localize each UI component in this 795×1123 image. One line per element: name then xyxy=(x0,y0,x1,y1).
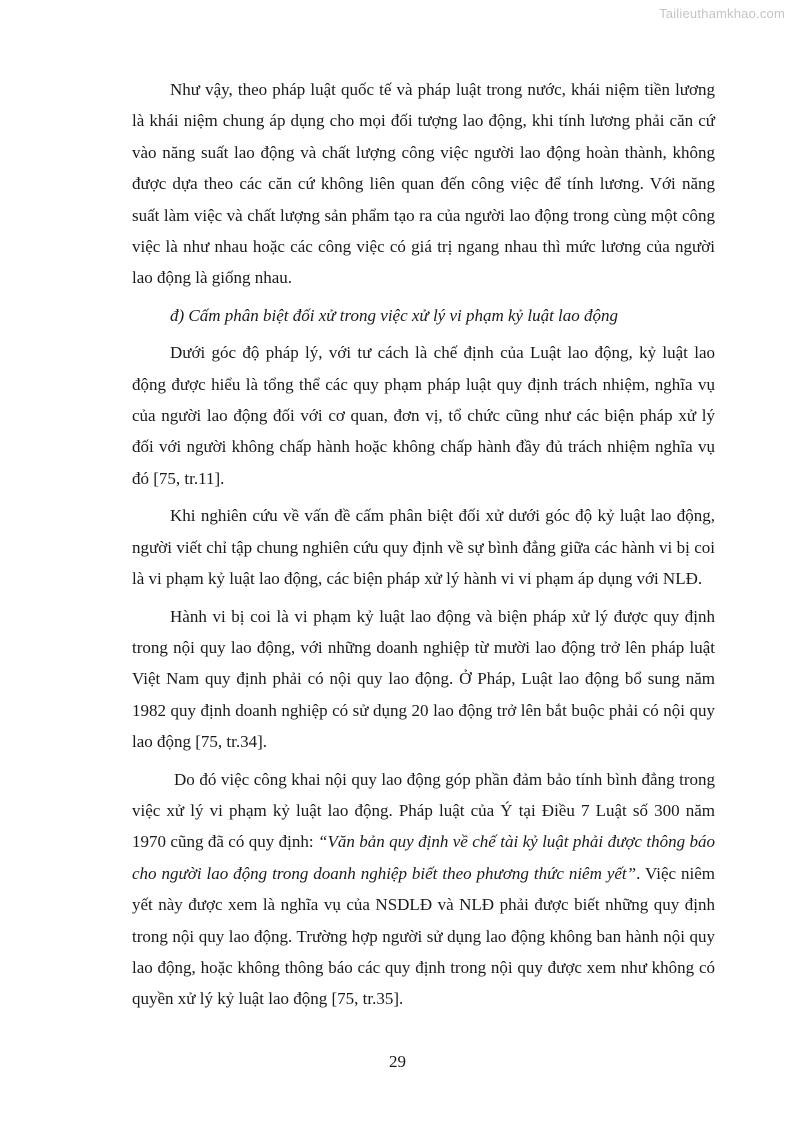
watermark-text: Tailieuthamkhao.com xyxy=(659,6,785,21)
paragraph-discipline-definition: Dưới góc độ pháp lý, với tư cách là chế định của Luật lao động, kỷ luật lao động được hiểu là tổng thể các quy phạm pháp luật quy định trách nhiệm, nghĩa vụ của người lao động đối với cơ quan, đơn vị, tổ chức cũng như các biện pháp xử lý đối với người không chấp hành hoặc không chấp hành đầy đủ trách nhiệm nghĩa vụ đó [75, tr.11]. xyxy=(132,343,715,488)
paragraph-publication-of-rules xyxy=(132,764,715,1015)
paragraph-research-scope: Khi nghiên cứu về vấn đề cấm phân biệt đối xử dưới góc độ kỷ luật lao động, người viết chỉ tập chung nghiên cứu quy định về sự bình đẳng giữa các hành vi bị coi là vi phạm kỷ luật lao động, các biện pháp xử lý hành vi vi phạm áp dụng với NLĐ. xyxy=(132,506,715,589)
paragraph-salary-conclusion: Như vậy, theo pháp luật quốc tế và pháp luật trong nước, khái niệm tiền lương là khái niệm chung áp dụng cho mọi đối tượng lao động, khi tính lương phải căn cứ vào năng suất lao động và chất lượng công việc người lao động hoàn thành, không được dựa theo các căn cứ không liên quan đến công việc để tính lương. Với năng suất làm việc và chất lượng sản phẩm tạo ra của người lao động trong cùng một công việc là như nhau hoặc các công việc có giá trị ngang nhau thì mức lương của người lao động là giống nhau. xyxy=(132,80,715,288)
section-heading-discipline: đ) Cấm phân biệt đối xử trong việc xử lý vi phạm kỷ luật lao động xyxy=(170,305,619,325)
document-body xyxy=(132,74,715,1015)
italic-quote: “Văn bản quy định về chế tài kỷ luật phải được thông báo cho người lao động trong doanh nghiệp biết theo phương thức niêm yết” xyxy=(132,832,715,883)
paragraph-text-before-quote: Do đó việc công khai nội quy lao động góp phần đảm bảo tính bình đẳng trong việc xử lý vi phạm kỷ luật lao động. Pháp luật của Ý tại Điều 7 Luật số 300 năm 1970 cũng đã có quy định: xyxy=(132,769,715,852)
paragraph-text-after-quote: . Việc niêm yết này được xem là nghĩa vụ của NSDLĐ và NLĐ phải được biết những quy định trong nội quy lao động. Trường hợp người sử dụng lao động không ban hành nội quy lao động, hoặc không thông báo các quy định trong nội quy được xem như không có quyền xử lý kỷ luật lao động [75, tr.35]. xyxy=(132,863,715,1009)
page-number: 29 xyxy=(389,1052,406,1071)
paragraph-labor-rules: Hành vi bị coi là vi phạm kỷ luật lao động và biện pháp xử lý được quy định trong nội quy lao động, với những doanh nghiệp từ mười lao động trở lên pháp luật Việt Nam quy định phải có nội quy lao động. Ở Pháp, Luật lao động bổ sung năm 1982 quy định doanh nghiệp có sử dụng 20 lao động trở lên bắt buộc phải có nội quy lao động [75, tr.34]. xyxy=(132,606,715,752)
